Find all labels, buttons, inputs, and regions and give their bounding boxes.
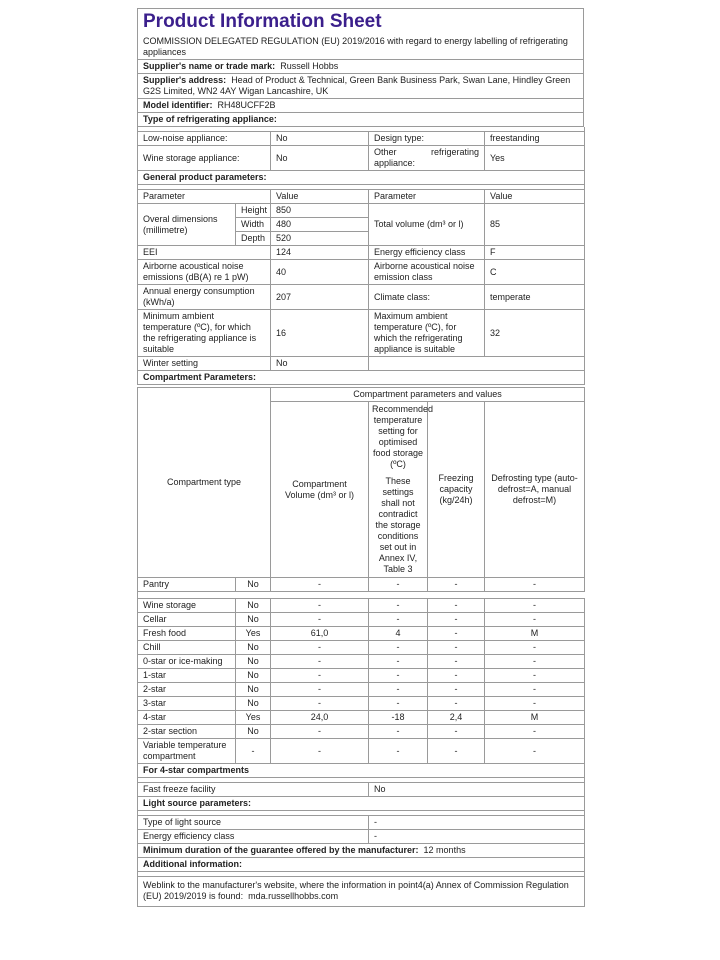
temperature-header-b: These settings shall not contradict the storage conditions set out in Annex IV, Table 3 [375,476,421,574]
other-label-word3: appliance: [374,158,416,168]
noise-class-label: Airborne acoustical noise emission class [369,260,485,285]
compartment-volume: - [271,683,369,697]
other-appliance-value: Yes [485,146,585,171]
design-type-label: Design type: [369,132,485,146]
page-title: Product Information Sheet [138,9,584,36]
energy-consumption-value: 207 [271,285,369,310]
compartment-present: No [236,641,271,655]
wine-storage-value: No [271,146,369,171]
compartment-defrost: - [485,641,585,655]
supplier-name-label: Supplier's name or trade mark: [143,61,276,71]
compartment-freezing: - [428,627,485,641]
compartment-name: Cellar [138,613,236,627]
compartment-present: No [236,725,271,739]
type-heading: Type of refrigerating appliance: [138,113,584,127]
compartment-type-header: Compartment type [138,388,271,578]
wine-storage-label: Wine storage appliance: [138,146,271,171]
noise-class-value: C [485,260,585,285]
height-label: Height [236,204,271,218]
compartment-volume-header: Compartment Volume (dm³ or l) [271,402,369,578]
header-table [137,8,584,127]
min-temp-label: Minimum ambient temperature (ºC), for which the refrigerating appliance is suitable [138,310,271,357]
compartment-present: No [236,669,271,683]
table-row [138,683,585,697]
value-header: Value [271,190,369,204]
value-header-2: Value [485,190,585,204]
compartment-present: - [236,739,271,764]
compartment-defrost: - [485,683,585,697]
temperature-header [369,402,434,578]
compartment-volume: - [271,697,369,711]
compartment-temperature: - [369,683,428,697]
table-row [138,613,585,627]
light-type-label: Type of light source [138,816,369,830]
table-row [138,739,585,764]
table-row [138,711,585,725]
low-noise-value: No [271,132,369,146]
compartment-present: No [236,697,271,711]
winter-setting-value: No [271,357,369,371]
model-row [138,99,584,113]
guarantee-value: 12 months [423,845,466,855]
compartment-temperature: - [369,641,428,655]
pantry-freezing: - [428,578,485,592]
compartment-temperature: 4 [369,627,428,641]
compartment-freezing: - [428,739,485,764]
freezing-capacity-header: Freezing capacity (kg/24h) [428,402,485,578]
guarantee-label: Minimum duration of the guarantee offered by the manufacturer: [143,845,419,855]
compartment-temperature: - [369,739,428,764]
compartment-volume: - [271,669,369,683]
fast-freeze-label: Fast freeze facility [138,783,369,797]
general-heading: General product parameters: [138,171,585,185]
compartment-freezing: 2,4 [428,711,485,725]
four-star-heading: For 4-star compartments [138,764,585,778]
compartment-defrost: - [485,613,585,627]
other-appliance-label [369,146,485,171]
temperature-header-a: Recommended temperature setting for optimised food storage (ºC) [372,404,434,469]
table-row [138,725,585,739]
design-type-value: freestanding [485,132,585,146]
width-value: 480 [271,218,369,232]
supplier-address-label: Supplier's address: [143,75,227,85]
winter-spacer [369,357,585,371]
max-temp-label: Maximum ambient temperature (ºC), for which the refrigerating appliance is suitable [369,310,485,357]
compartment-defrost: - [485,599,585,613]
other-label-word1: Other [374,147,397,157]
compartment-rows [138,599,585,764]
compartment-freezing: - [428,655,485,669]
supplier-address-value: Head of Product & Technical, Green Bank Business Park, Swan Lane, Hindley Green G2S Limited, WN2 4AY Wigan Lancashire, UK [143,75,571,96]
depth-label: Depth [236,232,271,246]
supplier-name-row [138,60,584,74]
compartment-freezing: - [428,641,485,655]
pantry-temperature: - [369,578,428,592]
compartment-freezing: - [428,697,485,711]
compartment-name: 0-star or ice-making [138,655,236,669]
additional-heading: Additional information: [138,858,585,872]
compartment-volume: - [271,655,369,669]
compartment-temperature: - [369,655,428,669]
pantry-present: No [236,578,271,592]
compartment-volume: - [271,599,369,613]
compartment-temperature: -18 [369,711,428,725]
total-volume-label: Total volume (dm³ or l) [369,204,485,246]
bottom-table [137,778,585,907]
eei-value: 124 [271,246,369,260]
compartment-heading: Compartment Parameters: [138,371,585,385]
model-value: RH48UCFF2B [217,100,276,110]
compartment-volume: - [271,725,369,739]
min-temp-value: 16 [271,310,369,357]
energy-class-value: F [485,246,585,260]
parameter-header: Parameter [138,190,271,204]
compartment-present: Yes [236,627,271,641]
compartment-present: No [236,655,271,669]
table-row [138,697,585,711]
additional-info [138,877,585,907]
compartment-freezing: - [428,599,485,613]
compartment-volume: - [271,641,369,655]
compartment-present: No [236,613,271,627]
guarantee-row [138,844,585,858]
compartment-name: 2-star section [138,725,236,739]
compartment-freezing: - [428,683,485,697]
table-row [138,641,585,655]
compartment-name: 4-star [138,711,236,725]
supplier-address-row [138,74,584,99]
climate-class-value: temperate [485,285,585,310]
compartment-name: Wine storage [138,599,236,613]
product-information-sheet [137,8,584,907]
pantry-name: Pantry [138,578,236,592]
winter-setting-label: Winter setting [138,357,271,371]
compartment-defrost: - [485,655,585,669]
compartment-name: Fresh food [138,627,236,641]
table-row [138,627,585,641]
compartment-defrost: - [485,697,585,711]
compartment-freezing: - [428,613,485,627]
climate-class-label: Climate class: [369,285,485,310]
compartment-present: No [236,599,271,613]
table-row [138,669,585,683]
height-value: 850 [271,204,369,218]
compartment-defrost: M [485,711,585,725]
model-label: Model identifier: [143,100,213,110]
compartment-defrost: - [485,739,585,764]
compartment-defrost: M [485,627,585,641]
compartment-temperature: - [369,669,428,683]
light-type-value: - [369,816,585,830]
other-label-word2: refrigerating [430,147,479,157]
compartment-name: Chill [138,641,236,655]
light-class-label: Energy efficiency class [138,830,369,844]
table-row [138,655,585,669]
compartment-temperature: - [369,599,428,613]
total-volume-value: 85 [485,204,585,246]
supplier-name-value: Russell Hobbs [280,61,339,71]
width-label: Width [236,218,271,232]
noise-label: Airborne acoustical noise emissions (dB(A) re 1 pW) [138,260,271,285]
regulation-text: COMMISSION DELEGATED REGULATION (EU) 2019/2016 with regard to energy labelling of refrigerating appliances [138,35,584,60]
compartment-name: 1-star [138,669,236,683]
compartment-volume: - [271,613,369,627]
compartment-name: 2-star [138,683,236,697]
low-noise-label: Low-noise appliance: [138,132,271,146]
manufacturer-weblink[interactable]: mda.russellhobbs.com [248,891,339,901]
compartment-volume: 24,0 [271,711,369,725]
compartment-volume: 61,0 [271,627,369,641]
general-parameters-table [137,127,585,385]
compartment-defrost: - [485,725,585,739]
max-temp-value: 32 [485,310,585,357]
compartment-present: No [236,683,271,697]
depth-value: 520 [271,232,369,246]
table-row [138,599,585,613]
compartment-freezing: - [428,669,485,683]
compartment-temperature: - [369,613,428,627]
eei-label: EEI [138,246,271,260]
energy-class-label: Energy efficiency class [369,246,485,260]
compartment-temperature: - [369,697,428,711]
compartment-name: 3-star [138,697,236,711]
light-class-value: - [369,830,585,844]
light-heading: Light source parameters: [138,797,585,811]
table-row [138,578,585,592]
parameter-header-2: Parameter [369,190,485,204]
energy-consumption-label: Annual energy consumption (kWh/a) [138,285,271,310]
compartment-volume: - [271,739,369,764]
pantry-defrost: - [485,578,585,592]
defrosting-type-header: Defrosting type (auto-defrost=A, manual defrost=M) [485,402,585,578]
compartment-name: Variable temperature compartment [138,739,236,764]
compartment-present: Yes [236,711,271,725]
compartment-freezing: - [428,725,485,739]
additional-text: Weblink to the manufacturer's website, where the information in point4(a) Annex of Commission Regulation (EU) 2019/2019 is found: [143,880,569,901]
compartment-defrost: - [485,669,585,683]
dimensions-label: Overal dimensions (millimetre) [138,204,236,246]
compartment-table [137,387,585,778]
pantry-volume: - [271,578,369,592]
fast-freeze-value: No [369,783,585,797]
compartment-temperature: - [369,725,428,739]
noise-value: 40 [271,260,369,285]
compartment-group-header: Compartment parameters and values [271,388,585,402]
